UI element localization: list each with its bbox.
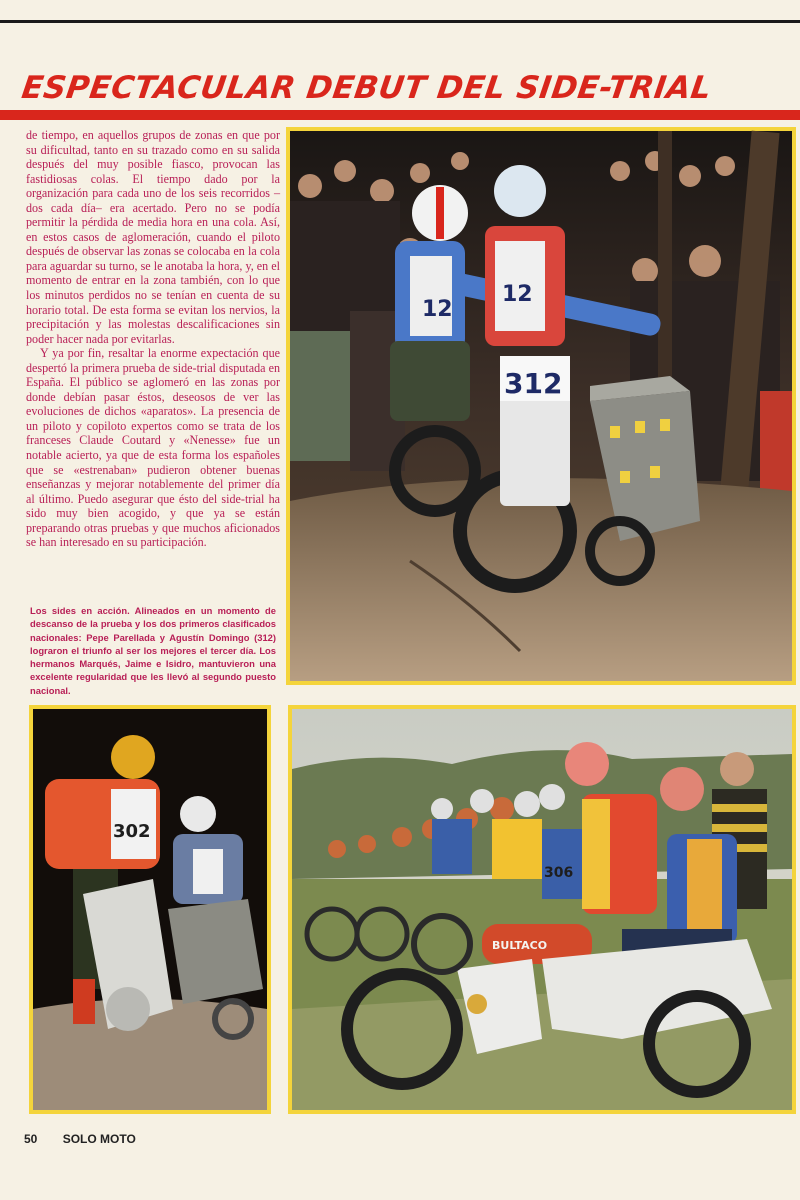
page-number: 50 <box>24 1132 38 1146</box>
tank-lettering: BULTACO <box>492 939 548 952</box>
headline-bar <box>0 110 800 120</box>
article-paragraph-1: de tiempo, en aquellos grupos de zonas en que por su dificultad, tanto en su trazado como en su salida después del muy posible fiasco, provocan las fastidiosas colas. El tiempo dado por la organización para cada uno de los seis recorridos –dos cada día– era acertado. Pero no se podía permitir la pérdida de media hora en una cola. Así, en estos casos de aglomeración, cuando el piloto después de observar las zonas se colocaba en la cola para aguardar su turno, se le anotaba la hora, y, en el momento de entrar en la zona también, con lo que los minutos perdidos no se tenían en cuenta de su horario total. De esta forma se evitan los nervios, la precipitación y las molestas descalificaciones sin poder hacer nada por evitarlas. <box>26 128 280 346</box>
top-rule <box>0 20 800 23</box>
article-body <box>26 128 280 568</box>
rider-bib-302: 302 <box>113 821 151 842</box>
rider-bib-306: 306 <box>544 865 574 881</box>
photo-caption: Los sides en acción. Alineados en un momento de descanso de la prueba y los dos primeros clasificados nacionales: Pepe Parellada y Agustín Domingo (312) lograron el triunfo al ser los mejores el tercer día. Los hermanos Marqués, Jaime e Isidro, mantuvieron una excelente regularidad que les llevó al segundo puesto nacional. <box>30 605 276 696</box>
photo-sidecar-forest <box>286 127 796 685</box>
article-paragraph-2: Y ya por fin, resaltar la enorme expectación que despertó la primera prueba de side-trial disputada en España. El público se aglomeró en las zonas por donde debían pasar éstos, deseosos de ver las evoluciones de dichos «aparatos». La presencia de un piloto y copiloto expertos como se trata de los franceses Claude Coutard y «Nenesse» fue un notable acierto, ya que de esta forma los españoles que se «estrenaban» pudieron obtener buenas enseñanzas y mejorar notablemente del primer día al último. Puedo asegurar que ésto del side-trial ha sido muy bien acogido, y que ya se están preparando otras pruebas y que muchos aficionados se han interesado en su participación. <box>26 346 280 550</box>
headline: ESPECTACULAR DEBUT DEL SIDE-TRIAL <box>19 70 714 106</box>
photo-sidecars-lineup <box>288 705 796 1114</box>
magazine-name: SOLO MOTO <box>62 1132 136 1146</box>
rider-bib: 12 <box>422 297 453 322</box>
page-footer <box>24 1132 158 1150</box>
photo-sidecar-night <box>29 705 271 1114</box>
passenger-bib: 12 <box>502 282 533 307</box>
number-plate: 312 <box>504 367 563 400</box>
